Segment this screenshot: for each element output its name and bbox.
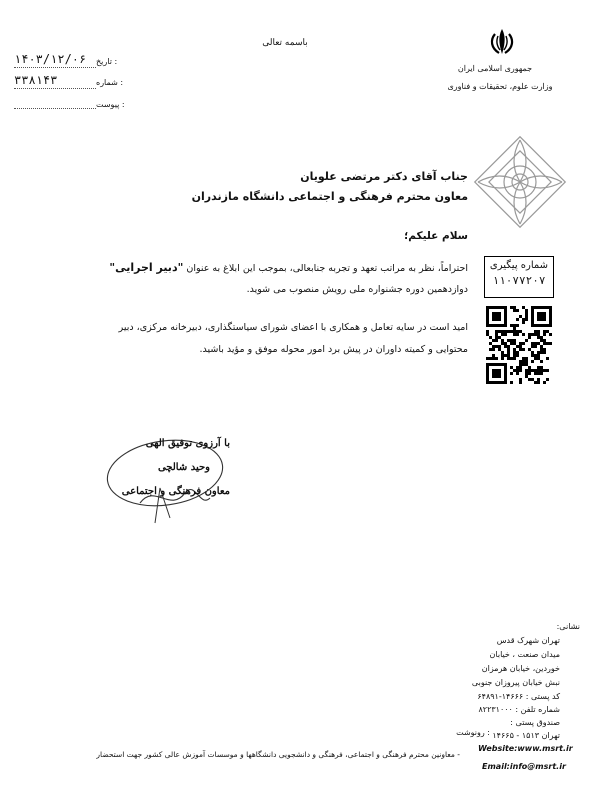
tracking-box [484,256,554,298]
pobox-value: تهران ۱۵۱۳ - ۱۴۶۶۵ [492,731,560,740]
org-line-2: وزارت علوم، تحقیقات و فناوری [447,82,553,91]
recipient-line-1: جناب آقای دکتر مرتضی علویان [300,170,468,183]
tracking-number: ۱۱۰۷۷۲۰۷ [492,274,546,287]
cc-line: - معاونین محترم فرهنگی و اجتماعی، فرهنگی و دانشجویی دانشگاهها و موسسات آموزش عالی کشور جهت استحضار [96,750,460,759]
attachment-label: : پیوست [96,100,125,109]
address-line-3: خوردین، خیابان هرمزان [481,664,560,673]
address-line-4: نبش خیابان پیروزان جنوبی [471,678,560,687]
website: Website:www.msrt.ir [478,744,573,753]
date-label: : تاریخ [96,57,118,66]
postal-code: کد پستی : ۱۴۶۶۶-۶۴۸۹۱ [477,692,560,701]
date-value: ۱۴۰۳/۱۲/۰۶ [14,52,87,66]
iran-emblem-icon [486,26,518,58]
address-line-1: تهران شهرک قدس [496,636,560,645]
paragraph-1-title: "دبیر اجرایی" [109,261,184,274]
signature-name: وحید شالچی [157,462,210,473]
cc-label: : رونوشت [456,728,490,737]
paragraph-1-line-2: دوازدهمین دوره جشنواره ملی رویش منصوب می شوید. [246,284,468,295]
qr-code [486,306,552,384]
paragraph-2-line-2: محتوایی و کمیته داوران در پیش برد امور محوله موفق و مؤید باشید. [199,344,468,355]
pobox-label: صندوق پستی : [510,718,560,727]
org-line-1: جمهوری اسلامی ایران [457,64,533,73]
recipient-line-2: معاون محترم فرهنگی و اجتماعی دانشگاه مازندران [191,190,468,203]
address-title: نشانی: [556,622,580,631]
phone-number: شماره تلفن : ۸۲۲۳۱۰۰۰ [478,705,560,714]
paragraph-1-start: احتراماً، نظر به مراتب تعهد و تجربه جنابعالی، بموجب این ابلاغ به عنوان [183,263,468,274]
greeting: سلام علیکم؛ [404,230,468,242]
attachment-underline [14,108,96,109]
number-value: ۳۳۸۱۴۳ [14,73,58,87]
ornament-icon [470,132,570,232]
paragraph-2-line-1: امید است در سایه تعامل و همکاری با اعضای شورای سیاستگذاری، دبیرخانه مرکزی، دبیر [118,322,468,333]
signature-position: معاون فرهنگی و اجتماعی [121,486,230,497]
invocation: باسمه تعالی [262,38,308,48]
tracking-label: شماره پیگیری [489,260,549,271]
number-label: : شماره [96,78,124,87]
signature-closing: با آرزوی توفیق الهی [145,438,230,449]
number-underline [14,88,96,89]
date-underline [14,67,96,68]
address-line-2: میدان صنعت ، خیابان [489,650,560,659]
email: Email:info@msrt.ir [482,762,566,771]
paragraph-1-line-1 [40,258,468,279]
